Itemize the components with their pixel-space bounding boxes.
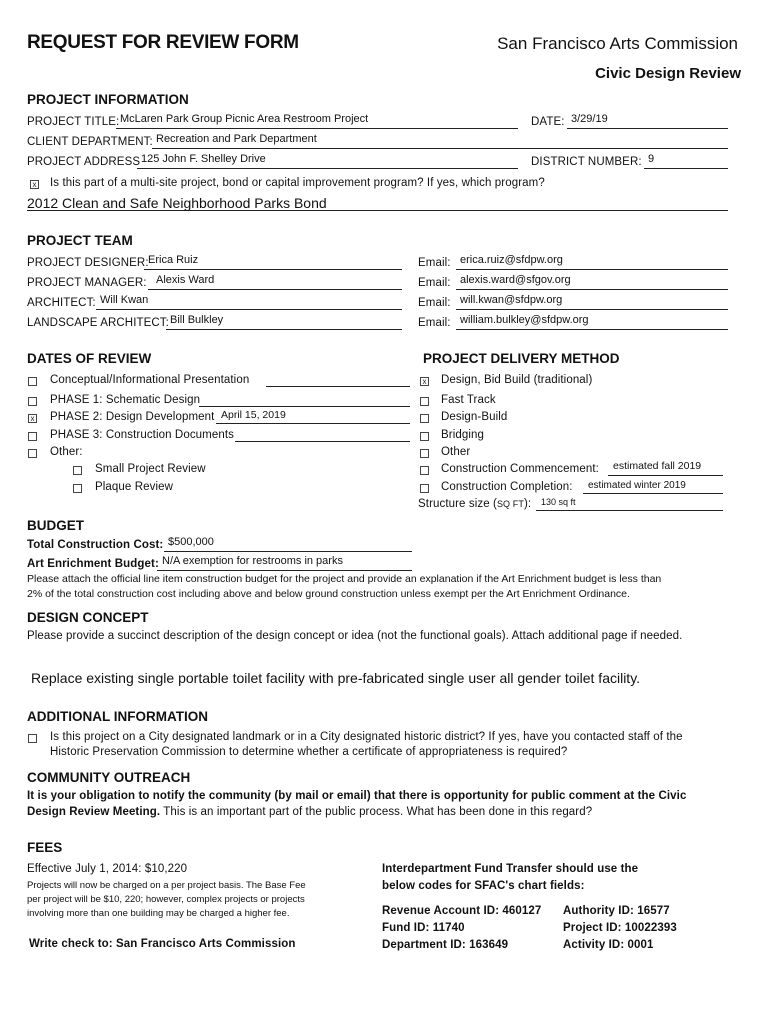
commencement-field[interactable]: estimated fall 2019 <box>613 460 702 472</box>
project-address-label: PROJECT ADDRESS <box>27 156 141 168</box>
fast-track-checkbox[interactable] <box>420 397 429 406</box>
project-title-label: PROJECT TITLE: <box>27 116 120 128</box>
design-concept-field[interactable]: Replace existing single portable toilet facility with pre-fabricated single user all gender toilet facility. <box>31 670 641 686</box>
outreach-text-line1: It is your obligation to notify the community (by mail or email) that there is opportunity for public comment at the Civic <box>27 790 687 802</box>
project-manager-field[interactable]: Alexis Ward <box>156 274 215 286</box>
commencement-checkbox[interactable] <box>420 466 429 475</box>
total-cost-field[interactable]: $500,000 <box>168 536 214 548</box>
email-label: Email: <box>418 257 451 269</box>
delivery-other-checkbox[interactable] <box>420 449 429 458</box>
client-department-line <box>152 148 728 149</box>
architect-label: ARCHITECT: <box>27 297 96 309</box>
design-bid-build-label: Design, Bid Build (traditional) <box>441 374 593 386</box>
form-title: REQUEST FOR REVIEW FORM <box>27 32 299 53</box>
conceptual-label: Conceptual/Informational Presentation <box>50 374 250 386</box>
project-designer-label: PROJECT DESIGNER: <box>27 257 149 269</box>
landscape-architect-field[interactable]: Bill Bulkley <box>170 314 224 326</box>
project-address-line <box>137 168 518 169</box>
project-title-line <box>116 128 518 129</box>
completion-checkbox[interactable] <box>420 484 429 493</box>
date-label: DATE: <box>531 116 565 128</box>
landscape-line <box>166 329 402 330</box>
multisite-checkbox[interactable]: x <box>30 180 39 189</box>
phase3-label: PHASE 3: Construction Documents <box>50 429 234 441</box>
plaque-review-checkbox[interactable] <box>73 484 82 493</box>
email-line <box>456 269 728 270</box>
design-concept-heading: DESIGN CONCEPT <box>27 610 149 625</box>
project-information-heading: PROJECT INFORMATION <box>27 92 189 107</box>
commencement-line <box>608 475 723 476</box>
fees-heading: FEES <box>27 840 63 855</box>
bridging-checkbox[interactable] <box>420 432 429 441</box>
other-checkbox[interactable] <box>28 449 37 458</box>
revenue-account-id: Revenue Account ID: 460127 <box>382 905 542 917</box>
community-outreach-heading: COMMUNITY OUTREACH <box>27 770 191 785</box>
phase2-line <box>216 423 410 424</box>
other-label: Other: <box>50 446 83 458</box>
project-manager-label: PROJECT MANAGER: <box>27 277 147 289</box>
program-field[interactable]: 2012 Clean and Safe Neighborhood Parks Bond <box>27 195 327 211</box>
architect-line <box>96 309 402 310</box>
completion-line <box>583 493 723 494</box>
budget-heading: BUDGET <box>27 518 84 533</box>
email-label: Email: <box>418 317 451 329</box>
manager-email-field[interactable]: alexis.ward@sfgov.org <box>460 274 571 286</box>
completion-label: Construction Completion: <box>441 481 573 493</box>
landmark-checkbox[interactable] <box>28 734 37 743</box>
phase3-checkbox[interactable] <box>28 432 37 441</box>
phase1-checkbox[interactable] <box>28 397 37 406</box>
bridging-label: Bridging <box>441 429 484 441</box>
fees-note-line1: Projects will now be charged on a per project basis. The Base Fee <box>27 880 306 891</box>
landscape-architect-label: LANDSCAPE ARCHITECT: <box>27 317 169 329</box>
project-id: Project ID: 10022393 <box>563 922 677 934</box>
fund-transfer-line1: Interdepartment Fund Transfer should use the <box>382 863 639 875</box>
fees-note-line2: per project will be $10, 220; however, complex projects or projects <box>27 894 305 905</box>
phase1-line <box>199 406 410 407</box>
design-build-checkbox[interactable] <box>420 414 429 423</box>
multisite-question: Is this part of a multi-site project, bond or capital improvement program? If yes, which program? <box>50 177 545 189</box>
landmark-question-line1: Is this project on a City designated landmark or in a City designated historic district? If yes, have you contacted staff of the <box>50 731 683 743</box>
outreach-text-line2: Design Review Meeting. This is an important part of the public process. What has been done in this regard? <box>27 806 593 818</box>
phase2-checkbox[interactable]: x <box>28 414 37 423</box>
design-bid-build-checkbox[interactable]: x <box>420 377 429 386</box>
art-budget-label: Art Enrichment Budget: <box>27 558 159 570</box>
project-title-field[interactable]: McLaren Park Group Picnic Area Restroom Project <box>120 113 369 125</box>
conceptual-line <box>266 386 410 387</box>
total-cost-label: Total Construction Cost: <box>27 539 164 551</box>
plaque-review-label: Plaque Review <box>95 481 174 493</box>
district-number-field[interactable]: 9 <box>648 153 655 165</box>
structure-size-line <box>536 510 723 511</box>
fees-note-line3: involving more than one building may be charged a higher fee. <box>27 908 290 919</box>
fast-track-label: Fast Track <box>441 394 496 406</box>
project-address-field[interactable]: 125 John F. Shelley Drive <box>141 153 266 165</box>
district-number-line <box>644 168 728 169</box>
small-project-label: Small Project Review <box>95 463 206 475</box>
landscape-email-field[interactable]: william.bulkley@sfdpw.org <box>460 314 589 326</box>
landmark-question-line2: Historic Preservation Commission to determine whether a certificate of appropriateness is required? <box>50 746 568 758</box>
department-id: Department ID: 163649 <box>382 939 509 951</box>
email-label: Email: <box>418 277 451 289</box>
delivery-method-heading: PROJECT DELIVERY METHOD <box>423 351 620 366</box>
manager-line <box>148 289 402 290</box>
budget-note-line1: Please attach the official line item construction budget for the project and provide an explanation if the Art Enrichment budget is less than <box>27 573 662 585</box>
district-number-label: DISTRICT NUMBER: <box>531 156 642 168</box>
form-subtitle: Civic Design Review <box>595 65 741 82</box>
date-line <box>567 128 728 129</box>
email-line <box>456 309 728 310</box>
structure-size-field[interactable]: 130 sq ft <box>541 497 576 507</box>
additional-information-heading: ADDITIONAL INFORMATION <box>27 709 208 724</box>
phase1-label: PHASE 1: Schematic Design <box>50 394 201 406</box>
architect-email-field[interactable]: will.kwan@sfdpw.org <box>460 294 563 306</box>
art-budget-line <box>157 570 412 571</box>
architect-field[interactable]: Will Kwan <box>100 294 149 306</box>
email-label: Email: <box>418 297 451 309</box>
delivery-other-label: Other <box>441 446 471 458</box>
designer-line <box>144 269 402 270</box>
email-line <box>456 329 728 330</box>
commencement-label: Construction Commencement: <box>441 463 599 475</box>
write-check-text: Write check to: San Francisco Arts Commission <box>29 938 296 950</box>
phase2-date-field[interactable]: April 15, 2019 <box>221 409 286 421</box>
fees-effective: Effective July 1, 2014: $10,220 <box>27 863 188 875</box>
phase3-line <box>235 441 410 442</box>
total-cost-line <box>164 551 412 552</box>
completion-field[interactable]: estimated winter 2019 <box>588 480 686 491</box>
dates-of-review-heading: DATES OF REVIEW <box>27 351 152 366</box>
fund-id: Fund ID: 11740 <box>382 922 465 934</box>
organization-name: San Francisco Arts Commission <box>497 34 738 53</box>
email-line <box>456 289 728 290</box>
authority-id: Authority ID: 16577 <box>563 905 670 917</box>
date-field[interactable]: 3/29/19 <box>571 113 608 125</box>
project-designer-field[interactable]: Erica Ruiz <box>148 254 199 266</box>
designer-email-field[interactable]: erica.ruiz@sfdpw.org <box>460 254 563 266</box>
project-team-heading: PROJECT TEAM <box>27 233 133 248</box>
structure-size-label: Structure size (SQ FT): <box>418 498 532 510</box>
conceptual-checkbox[interactable] <box>28 377 37 386</box>
design-build-label: Design-Build <box>441 411 508 423</box>
art-budget-field[interactable]: N/A exemption for restrooms in parks <box>162 555 343 567</box>
client-department-label: CLIENT DEPARTMENT: <box>27 136 153 148</box>
budget-note-line2: 2% of the total construction cost including above and below ground construction unless exempt per the Art Enrichment Ordinance. <box>27 588 630 600</box>
activity-id: Activity ID: 0001 <box>563 939 654 951</box>
small-project-checkbox[interactable] <box>73 466 82 475</box>
client-department-field[interactable]: Recreation and Park Department <box>156 133 317 145</box>
phase2-label: PHASE 2: Design Development <box>50 411 215 423</box>
fund-transfer-line2: below codes for SFAC's chart fields: <box>382 880 585 892</box>
design-concept-instruction: Please provide a succinct description of the design concept or idea (not the functional goals). Attach additional page if needed. <box>27 630 683 642</box>
